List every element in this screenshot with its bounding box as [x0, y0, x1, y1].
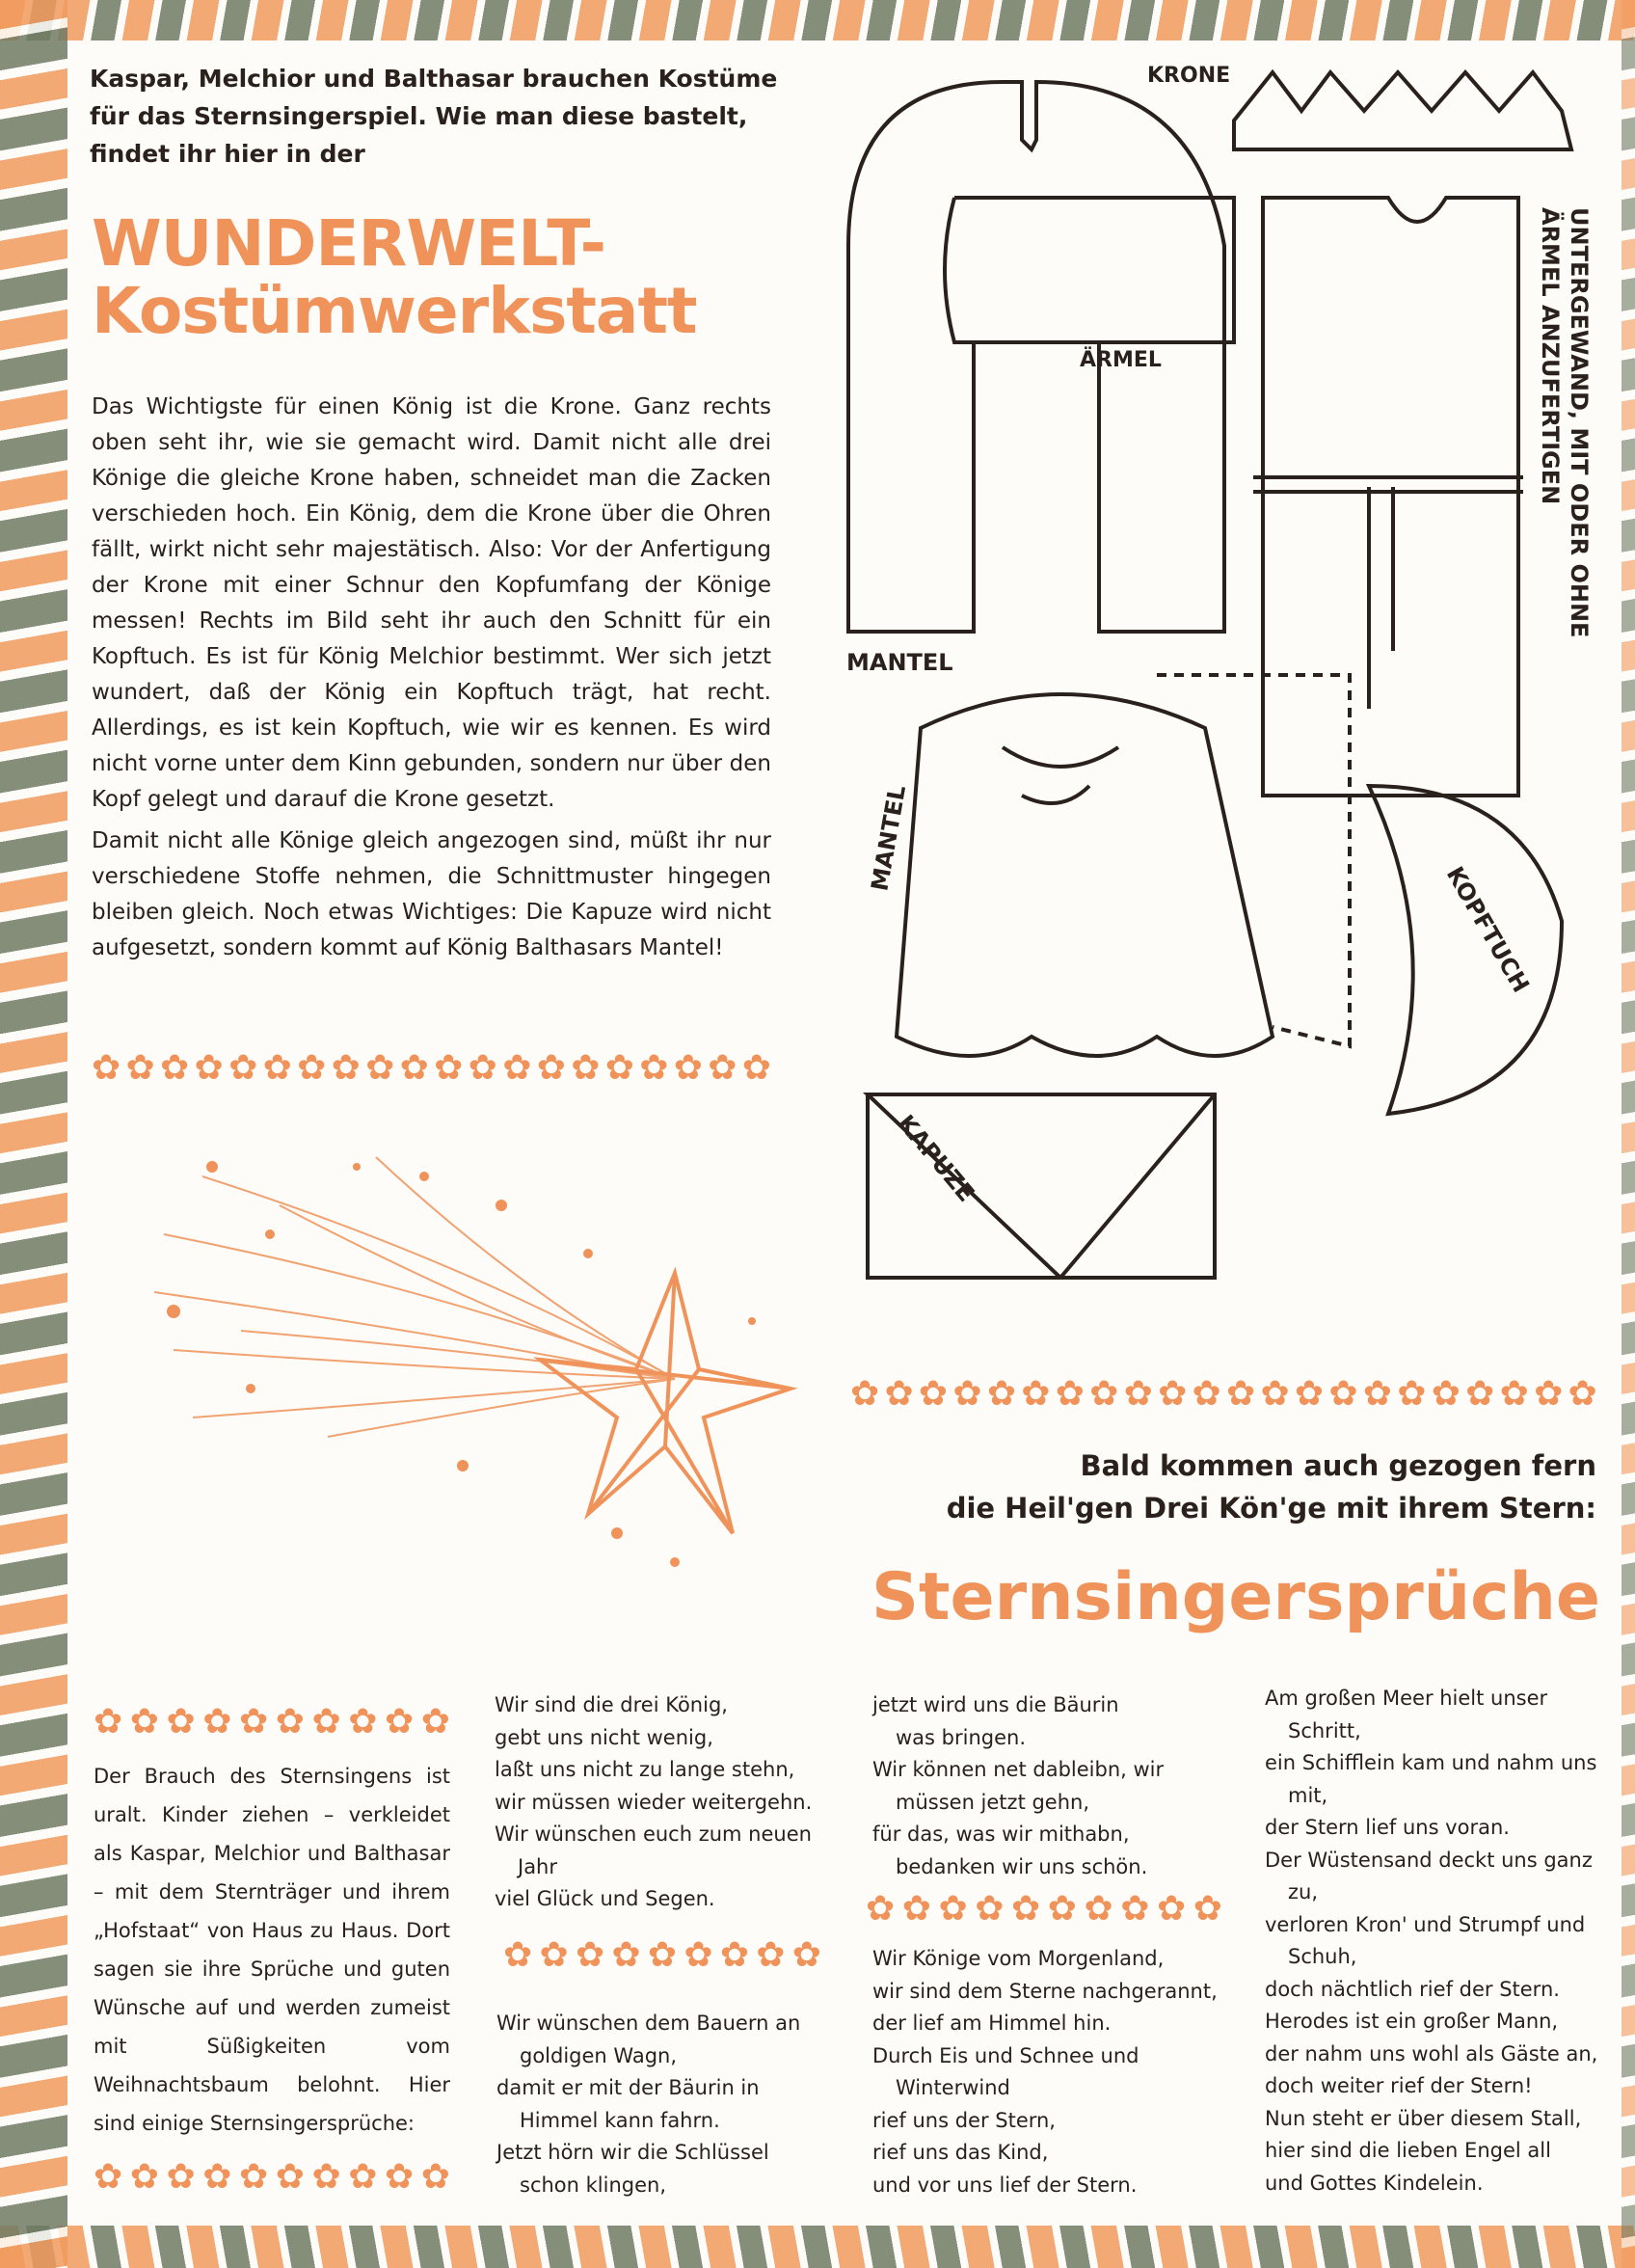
verse-4 — [1265, 1683, 1626, 2200]
flower-divider — [850, 1374, 1597, 1414]
flower-ornament-icon: ✿ — [311, 2157, 341, 2197]
flower-ornament-icon: ✿ — [683, 1935, 713, 1975]
star-sparkles — [167, 1161, 756, 1567]
flower-ornament-icon: ✿ — [639, 1048, 669, 1088]
flower-ornament-icon: ✿ — [1055, 1374, 1085, 1414]
flower-ornament-icon: ✿ — [1089, 1374, 1119, 1414]
verse-line: rief uns das Kind, — [872, 2141, 1049, 2164]
garland-border-bottom — [0, 2226, 1635, 2268]
flower-ornament-icon: ✿ — [275, 2157, 305, 2197]
flower-divider — [94, 1702, 450, 1742]
flower-ornament-icon: ✿ — [503, 1935, 533, 1975]
verse-line: und Gottes Kindelein. — [1265, 2171, 1484, 2195]
flower-ornament-icon: ✿ — [502, 1048, 532, 1088]
verse-line: ein Schifflein kam und nahm uns — [1265, 1751, 1597, 1774]
flower-ornament-icon: ✿ — [331, 1048, 361, 1088]
flower-divider — [94, 2157, 450, 2197]
flower-ornament-icon: ✿ — [166, 2157, 196, 2197]
verse-line: Schritt, — [1288, 1718, 1361, 1742]
flower-ornament-icon: ✿ — [884, 1374, 914, 1414]
flower-divider — [866, 1889, 1222, 1929]
flower-ornament-icon: ✿ — [604, 1048, 634, 1088]
flower-ornament-icon: ✿ — [194, 1048, 224, 1088]
verse-line: wir müssen wieder weitergehn. — [495, 1790, 813, 1814]
flower-ornament-icon: ✿ — [399, 1048, 429, 1088]
verse-line: mit, — [1288, 1783, 1328, 1807]
verse-line: wir sind dem Sterne nachgerannt, — [872, 1979, 1218, 2003]
flower-ornament-icon: ✿ — [1021, 1374, 1051, 1414]
flower-ornament-icon: ✿ — [1431, 1374, 1461, 1414]
label-aermel: ÄRMEL — [1080, 348, 1162, 372]
verse-line: Wir wünschen euch zum neuen — [495, 1822, 812, 1846]
flower-ornament-icon: ✿ — [1158, 1374, 1188, 1414]
flower-ornament-icon: ✿ — [434, 1048, 464, 1088]
flower-ornament-icon: ✿ — [1362, 1374, 1392, 1414]
flower-divider — [92, 1048, 771, 1088]
flower-ornament-icon: ✿ — [611, 1935, 641, 1975]
flower-ornament-icon: ✿ — [719, 1935, 749, 1975]
flower-ornament-icon: ✿ — [1123, 1374, 1153, 1414]
untergewand-pattern — [1263, 198, 1518, 796]
flower-ornament-icon: ✿ — [239, 2157, 269, 2197]
belt-cord — [1253, 477, 1523, 709]
cape-pattern — [897, 694, 1273, 1056]
verse-line: müssen jetzt gehn, — [896, 1790, 1090, 1814]
verse-line: Wir Könige vom Morgenland, — [872, 1947, 1165, 1970]
verse-line: für das, was wir mithabn, — [872, 1822, 1130, 1846]
flower-ornament-icon: ✿ — [539, 1935, 569, 1975]
verse-2 — [496, 2008, 844, 2201]
couplet-line: die Heil'gen Drei Kön'ge mit ihrem Stern: — [946, 1492, 1596, 1525]
verse-line: bedanken wir uns schön. — [896, 1854, 1148, 1878]
star-icon — [540, 1273, 791, 1533]
flower-ornament-icon: ✿ — [536, 1048, 566, 1088]
flower-ornament-icon: ✿ — [420, 2157, 450, 2197]
flower-ornament-icon: ✿ — [129, 2157, 159, 2197]
label-kopftuch: KOPFTUCH — [1440, 862, 1535, 997]
flower-ornament-icon: ✿ — [1499, 1374, 1529, 1414]
verse-line: viel Glück und Segen. — [495, 1887, 715, 1910]
flower-ornament-icon: ✿ — [1465, 1374, 1495, 1414]
flower-ornament-icon: ✿ — [385, 1702, 415, 1742]
star-tail — [154, 1157, 675, 1437]
flower-divider — [503, 1935, 821, 1975]
crown-pattern — [1234, 72, 1571, 149]
verse-3 — [872, 1943, 1239, 2201]
garland-border-left — [0, 0, 67, 2268]
verse-line: damit er mit der Bäurin in — [496, 2076, 760, 2099]
verse-line: der lief am Himmel hin. — [872, 2012, 1112, 2035]
flower-ornament-icon: ✿ — [125, 1048, 155, 1088]
page-title — [92, 206, 697, 348]
flower-ornament-icon: ✿ — [708, 1048, 737, 1088]
flower-ornament-icon: ✿ — [901, 1889, 931, 1929]
verse-line: Wir sind die drei König, — [495, 1693, 728, 1716]
verse-1 — [495, 1689, 842, 1916]
flower-ornament-icon: ✿ — [1534, 1374, 1564, 1414]
verse-line: laßt uns nicht zu lange stehn, — [495, 1758, 795, 1781]
flower-ornament-icon: ✿ — [92, 1048, 121, 1088]
verse-line: Am großen Meer hielt unser — [1265, 1687, 1548, 1710]
label-kapuze: KAPUZE — [892, 1109, 980, 1207]
flower-ornament-icon: ✿ — [202, 2157, 232, 2197]
title-line-1: WUNDERWELT- — [92, 206, 606, 281]
flower-ornament-icon: ✿ — [575, 1935, 605, 1975]
flower-ornament-icon: ✿ — [986, 1374, 1016, 1414]
flower-ornament-icon: ✿ — [1157, 1889, 1187, 1929]
section-title: Sternsingersprüche — [871, 1559, 1600, 1635]
verse-line: verloren Kron' und Strumpf und — [1265, 1912, 1586, 1936]
verse-line: der nahm uns wohl als Gäste an, — [1265, 2041, 1598, 2066]
label-mantel-cape: MANTEL — [866, 783, 912, 894]
verse-line: doch nächtlich rief der Stern. — [1265, 1977, 1560, 2001]
verse-line: schon klingen, — [520, 2173, 667, 2197]
flower-ornament-icon: ✿ — [1260, 1374, 1290, 1414]
flower-ornament-icon: ✿ — [468, 1048, 497, 1088]
verse-line: Winterwind — [896, 2076, 1010, 2099]
label-mantel: MANTEL — [846, 649, 953, 676]
flower-ornament-icon: ✿ — [94, 2157, 123, 2197]
flower-ornament-icon: ✿ — [239, 1702, 269, 1742]
flower-ornament-icon: ✿ — [571, 1048, 601, 1088]
flower-ornament-icon: ✿ — [262, 1048, 292, 1088]
verse-line: Durch Eis und Schnee und — [872, 2043, 1139, 2067]
article-body — [92, 390, 771, 972]
flower-ornament-icon: ✿ — [1225, 1374, 1256, 1414]
kopftuch-pattern — [1369, 786, 1562, 1114]
flower-ornament-icon: ✿ — [1047, 1889, 1077, 1929]
flower-ornament-icon: ✿ — [756, 1935, 786, 1975]
flower-ornament-icon: ✿ — [202, 1702, 232, 1742]
flower-ornament-icon: ✿ — [228, 1048, 258, 1088]
paragraph: Damit nicht alle Könige gleich angezogen sind, müßt ihr nur verschiedene Stoffe nehmen, die Schnittmuster hingegen bleiben gleich. Noch etwas Wichtiges: Die Kapuze wird nicht aufgesetzt, sondern kommt auf König Balthasars Mantel! — [92, 828, 771, 960]
aermel-pattern — [945, 198, 1234, 342]
verse-line: hier sind die lieben Engel all — [1265, 2139, 1551, 2162]
intro-text: Kaspar, Melchior und Balthasar brauchen Kostüme für das Sternsingerspiel. Wie man diese bastelt, findet ihr hier in der — [90, 65, 778, 168]
flower-ornament-icon: ✿ — [952, 1374, 982, 1414]
title-line-2: Kostümwerkstatt — [92, 274, 697, 348]
flower-ornament-icon: ✿ — [918, 1374, 949, 1414]
verse-line: Der Wüstensand deckt uns ganz — [1265, 1848, 1593, 1872]
flower-ornament-icon: ✿ — [673, 1048, 703, 1088]
label-untergewand: UNTERGEWAND, MIT ODER OHNE — [1566, 207, 1593, 638]
verse-line: Herodes ist ein großer Mann, — [1265, 2010, 1559, 2033]
flower-ornament-icon: ✿ — [647, 1935, 678, 1975]
verse-line: Schuh, — [1288, 1945, 1357, 1968]
verse-line: doch weiter rief der Stern! — [1265, 2074, 1533, 2097]
flower-ornament-icon: ✿ — [160, 1048, 190, 1088]
flower-ornament-icon: ✿ — [1193, 1889, 1222, 1929]
verse-line: der Stern lief uns voran. — [1265, 1816, 1510, 1839]
verse-line: goldigen Wagn, — [520, 2043, 678, 2067]
costume-pattern-diagram — [829, 53, 1610, 1287]
flower-ornament-icon: ✿ — [297, 1048, 327, 1088]
flower-ornament-icon: ✿ — [938, 1889, 968, 1929]
flower-ornament-icon: ✿ — [94, 1702, 123, 1742]
mantel-pattern — [848, 82, 1224, 632]
flower-ornament-icon: ✿ — [166, 1702, 196, 1742]
flower-ornament-icon: ✿ — [1568, 1374, 1597, 1414]
flower-ornament-icon: ✿ — [385, 2157, 415, 2197]
verse-line: Jetzt hörn wir die Schlüssel — [496, 2141, 769, 2164]
flower-ornament-icon: ✿ — [348, 2157, 378, 2197]
verse-line: Wir wünschen dem Bauern an — [496, 2012, 801, 2035]
dashed-fold-line — [1157, 675, 1350, 1046]
flower-ornament-icon: ✿ — [348, 1702, 378, 1742]
flower-ornament-icon: ✿ — [311, 1702, 341, 1742]
garland-border-top — [0, 0, 1635, 40]
couplet-line: Bald kommen auch gezogen fern — [1080, 1449, 1596, 1482]
flower-ornament-icon: ✿ — [866, 1889, 896, 1929]
verse-line: zu, — [1288, 1880, 1319, 1904]
flower-ornament-icon: ✿ — [1397, 1374, 1427, 1414]
shooting-star-illustration — [135, 1148, 810, 1601]
couplet — [922, 1444, 1596, 1529]
brauch-text: Der Brauch des Sternsingens ist uralt. Kinder ziehen – verkleidet als Kaspar, Melchior und Balthasar – mit dem Sternträger und ihrem „Hofstaat“ von Haus zu Haus. Dort sagen sie ihre Sprüche und guten Wünsche auf und werden zumeist mit Süßigkeiten vom Weihnachtsbaum belohnt. Hier sind einige Sternsingersprüche: — [94, 1765, 450, 2135]
flower-ornament-icon: ✿ — [1120, 1889, 1150, 1929]
flower-ornament-icon: ✿ — [1294, 1374, 1325, 1414]
verse-line: und vor uns lief der Stern. — [872, 2173, 1138, 2197]
flower-ornament-icon: ✿ — [1192, 1374, 1221, 1414]
flower-ornament-icon: ✿ — [129, 1702, 159, 1742]
verse-line: gebt uns nicht wenig, — [495, 1725, 713, 1749]
verse-line: Nun steht er über diesem Stall, — [1265, 2106, 1582, 2130]
verse-line: rief uns der Stern, — [872, 2108, 1056, 2132]
cape-cord — [1003, 747, 1118, 803]
flower-ornament-icon: ✿ — [1011, 1889, 1041, 1929]
flower-ornament-icon: ✿ — [275, 1702, 305, 1742]
flower-ornament-icon: ✿ — [975, 1889, 1005, 1929]
flower-ornament-icon: ✿ — [365, 1048, 395, 1088]
verse-line: jetzt wird uns die Bäurin — [872, 1693, 1119, 1716]
label-krone: KRONE — [1147, 64, 1231, 88]
verse-line: Wir können net dableibn, wir — [872, 1758, 1165, 1781]
verse-line: was bringen. — [896, 1725, 1027, 1749]
flower-ornament-icon: ✿ — [791, 1935, 821, 1975]
flower-ornament-icon: ✿ — [1328, 1374, 1358, 1414]
paragraph: Das Wichtigste für einen König ist die Krone. Ganz rechts oben seht ihr, wie sie gemacht wird. Damit nicht alle drei Könige die gleiche Krone haben, schneidet man die Zacken verschieden hoch. Ein König, dem die Krone über die Ohren fällt, wirkt nicht sehr majestätisch. Also: Vor der Anfertigung der Krone mit einer Schnur den Kopfumfang der Könige messen! Rechts im Bild seht ihr auch den Schnitt für ein Kopftuch. Es ist für König Melchior bestimmt. Wer sich jetzt wundert, daß der König ein Kopftuch trägt, hat recht. Allerdings, es ist kein Kopftuch, wie wir es kennen. Es wird nicht vorne unter dem Kinn gebunden, sondern nur über den Kopf gelegt und darauf die Krone gesetzt. — [92, 394, 771, 812]
verse-line: Himmel kann fahrn. — [520, 2108, 720, 2132]
flower-ornament-icon: ✿ — [420, 1702, 450, 1742]
flower-ornament-icon: ✿ — [850, 1374, 880, 1414]
label-untergewand-2: ÄRMEL ANZUFERTIGEN — [1537, 207, 1564, 505]
flower-ornament-icon: ✿ — [1084, 1889, 1113, 1929]
verse-2-continued — [872, 1689, 1220, 1883]
verse-line: Jahr — [518, 1854, 558, 1878]
flower-ornament-icon: ✿ — [741, 1048, 771, 1088]
